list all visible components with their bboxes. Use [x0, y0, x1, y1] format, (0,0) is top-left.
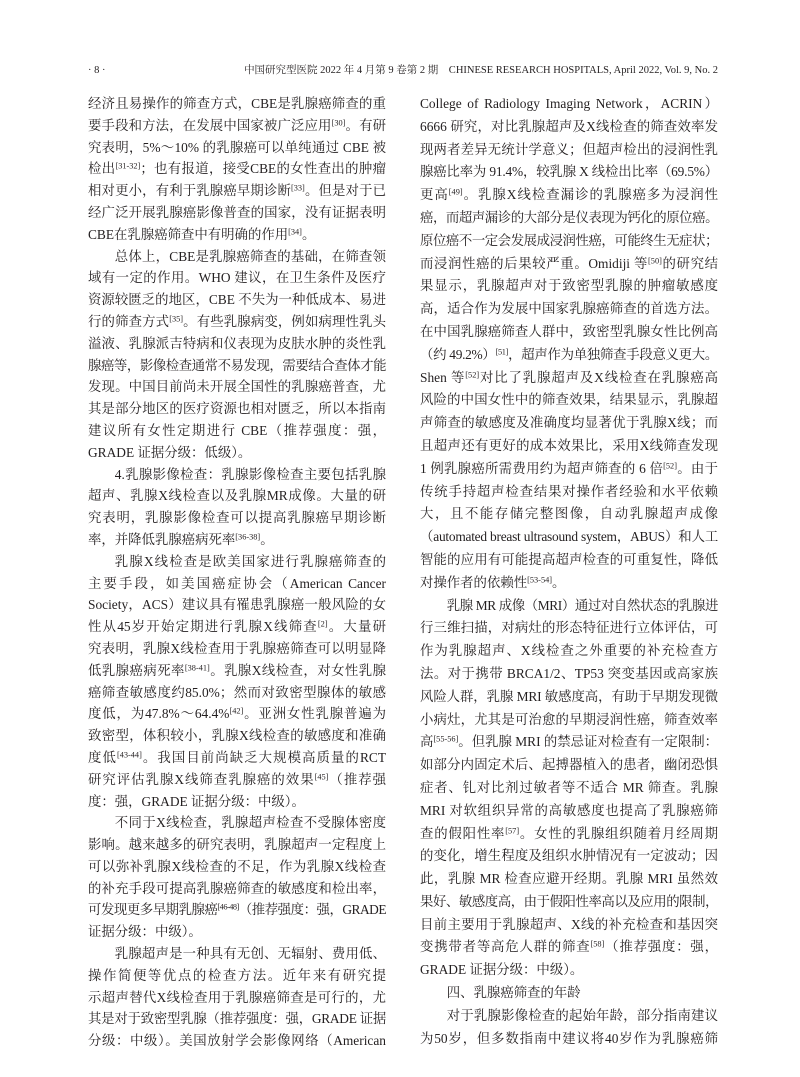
- paragraph: [88, 943, 386, 1052]
- text-line: 原位癌不一定会发展成浸润性癌，可能终生无症状；: [420, 232, 718, 248]
- text-line: 果好、敏感度高，由于假阳性率高以及应用的限制，: [420, 893, 718, 909]
- text-line: GRADE 证据分级：低级）。: [88, 444, 252, 460]
- text-line: 可以弥补乳腺X线检查的不足，作为乳腺X线检查: [88, 858, 386, 874]
- text-line: 性从45岁开始定期进行乳腺X线筛查[2]。大量研: [88, 619, 386, 635]
- text-line: 6666 研究，对比乳腺超声及X线检查的筛查效率发: [420, 118, 718, 134]
- text-line: 其是部分地区的医疗资源也相对匮乏，所以本指南: [88, 401, 386, 417]
- text-line: 目前主要用于乳腺超声、X线的补充检查和基因突: [420, 916, 718, 932]
- text-line: 低乳腺癌病死率[38-41]。乳腺X线检查，对女性乳腺: [88, 662, 386, 678]
- text-line: 相对更小，有利于乳腺癌早期诊断[33]。但是对于已: [88, 183, 386, 199]
- text-line: 作为乳腺超声、X线检查之外重要的补充检查方: [420, 643, 718, 659]
- text-line: 示超声替代X线检查用于乳腺癌筛查是可行的，尤: [88, 989, 386, 1005]
- text-line: 超声、乳腺X线检查以及乳腺MR成像。大量的研: [88, 488, 386, 504]
- citation-ref: [42]: [229, 706, 244, 716]
- citation-ref: [43-44]: [116, 750, 142, 760]
- text-line: 如部分内固定术后、起搏器植入的患者，幽闭恐惧: [420, 757, 718, 773]
- text-line: （automated breast ultrasound system，ABUS）和人工: [420, 529, 718, 545]
- text-line: GRADE 证据分级：中级）。: [420, 962, 584, 978]
- text-line: MRI 对软组织异常的高敏感度也提高了乳腺癌筛: [420, 802, 718, 818]
- section-heading: 四、乳腺癌筛查的年龄: [446, 985, 581, 1001]
- text-line: 要手段和方法，在发展中国家被广泛应用[30]。有研: [88, 117, 386, 133]
- text-line: 建议所有女性定期进行 CBE（推荐强度：强，: [88, 422, 386, 438]
- text-line: 大，且不能存储完整图像，自动乳腺超声成像: [420, 506, 718, 522]
- text-line: 资源较匮乏的地区，CBE 不失为一种低成本、易进: [88, 292, 386, 308]
- left-column: [88, 93, 386, 1052]
- citation-ref: [55-56]: [433, 734, 459, 744]
- text-line: 癌，而超声漏诊的大部分是仪表现为钙化的原位癌。: [420, 209, 718, 225]
- citation-ref: [50]: [648, 256, 662, 266]
- text-line: 证据分级：中级）。: [88, 924, 202, 940]
- text-line: 4.乳腺影像检查：乳腺影像检查主要包括乳腺: [114, 466, 386, 482]
- text-line: 变携带者等高危人群的筛查[58]（推荐强度：强，: [420, 939, 718, 955]
- text-line: 的变化，增生程度及组织水肿情况有一定波动；因: [420, 848, 718, 864]
- citation-ref: [53-54]: [527, 575, 553, 585]
- citation-ref: [52]: [663, 461, 677, 471]
- text-line: 操作简便等优点的检查方法。近年来有研究提: [88, 967, 386, 983]
- text-line: 腺癌等，影像检查通常不易发现，需要结合查体才能: [88, 357, 386, 373]
- text-line: College of Radiology Imaging Network，ACRIN）: [420, 96, 718, 111]
- citation-ref: [58]: [590, 939, 605, 949]
- text-line: 总体上，CBE是乳腺癌筛查的基础，在筛查领: [114, 248, 386, 264]
- text-line: 现两者差异无统计学意义；但超声检出的浸润性乳: [420, 141, 718, 157]
- text-line: 更高[49]。乳腺X线检查漏诊的乳腺癌多为浸润性: [420, 187, 718, 203]
- citation-ref: [46-48]: [217, 902, 239, 912]
- text-line: Society，ACS）建议具有罹患乳腺癌一般风险的女: [88, 597, 386, 613]
- text-line: 查的假阳性率[57]。女性的乳腺组织随着月经周期: [420, 825, 718, 841]
- citation-ref: [38-41]: [184, 663, 210, 673]
- text-line: 行三维扫描，对病灶的形态特征进行立体评估，可: [420, 620, 718, 636]
- text-line: 度低，为47.8%～64.4%[42]。亚洲女性乳腺普遍为: [88, 706, 386, 722]
- paragraph: [420, 595, 718, 983]
- text-line: 致密型，体积较小，乳腺X线检查的敏感度和准确: [88, 728, 386, 744]
- text-line: 的补充手段可提高乳腺癌筛查的敏感度和检出率，: [88, 880, 386, 896]
- text-line: 症者、钆对比剂过敏者等不适合 MR 筛查。乳腺: [420, 779, 718, 795]
- text-line: 分级：中级）。美国放射学会影像网络（American: [88, 1033, 386, 1049]
- paragraph: [420, 1005, 718, 1051]
- text-line: （约 49.2%）[51]，超声作为单独筛查手段意义更大。: [420, 346, 718, 362]
- text-line: 高[55-56]。但乳腺 MRI 的禁忌证对检查有一定限制：: [420, 734, 718, 750]
- citation-ref: [31-32]: [115, 161, 141, 171]
- paragraph: [88, 464, 386, 551]
- paragraph: [88, 551, 386, 813]
- right-column: [420, 93, 718, 1050]
- text-line: 乳腺 MR 成像（MRI）通过对自然状态的乳腺进: [446, 597, 718, 613]
- text-line: 不同于X线检查，乳腺超声检查不受腺体密度: [114, 815, 386, 831]
- text-line: 风险人群，乳腺 MRI 敏感度高，有助于早期发现微: [420, 688, 718, 704]
- citation-ref: [49]: [448, 187, 463, 197]
- text-line: 检出[31-32]；也有报道，接受CBE的女性查出的肿瘤: [88, 161, 386, 177]
- text-line: 且超声还有更好的成本效果比，采用X线筛查发现: [420, 437, 718, 453]
- text-line: 溢液、乳腺派吉特病和仪表现为皮肤水肿的炎性乳: [88, 335, 386, 351]
- citation-ref: [51]: [495, 347, 509, 357]
- text-line: 率，并降低乳腺癌病死率[36-38]。: [88, 531, 274, 547]
- text-line: 此，乳腺 MR 检查应避开经期。乳腺 MRI 虽然效: [420, 871, 718, 887]
- text-line: 腺癌比率为 91.4%，较乳腺 X 线检出比率（69.5%）: [420, 164, 718, 180]
- text-line: 影响。越来越多的研究表明，乳腺超声一定程度上: [88, 837, 386, 853]
- paragraph: [88, 812, 386, 943]
- text-line: 究表明，乳腺X线检查用于乳腺癌筛查可以明显降: [88, 640, 386, 656]
- paragraph: [88, 246, 386, 464]
- text-line: 而浸润性癌的后果较严重。Omidiji 等[50]的研究结: [420, 255, 718, 271]
- citation-ref: [33]: [290, 183, 305, 193]
- text-line: 癌筛查敏感度约85.0%；然而对致密型腺体的敏感: [88, 684, 386, 700]
- paragraph: [88, 93, 386, 246]
- text-line: 在中国乳腺癌筛查人群中，致密型乳腺女性比例高: [420, 323, 718, 339]
- text-line: 主要手段，如美国癌症协会（American Cancer: [88, 575, 386, 591]
- paragraph: [420, 93, 718, 595]
- text-line: 传统手持超声检查结果对操作者经验和水平依赖: [420, 483, 718, 499]
- text-line: 域有一定的作用。WHO 建议，在卫生条件及医疗: [88, 270, 386, 286]
- text-line: 高，适合作为发展中国家乳腺癌筛查的首选方法。: [420, 301, 718, 317]
- text-line: 行的筛查方式[35]。有些乳腺病变，例如病理性乳头: [88, 313, 386, 329]
- citation-ref: [36-38]: [235, 532, 261, 542]
- text-line: 究表明，乳腺影像检查可以提高乳腺癌早期诊断: [88, 510, 386, 526]
- page-number: · 8 ·: [88, 65, 106, 76]
- text-line: 智能的应用有可能提高超声检查的可重复性，降低: [420, 551, 718, 567]
- text-line: CBE在乳腺癌筛查中有明确的作用[34]。: [88, 226, 316, 242]
- citation-ref: [57]: [505, 825, 520, 835]
- text-line: 经济且易操作的筛查方式，CBE是乳腺癌筛查的重: [88, 96, 386, 111]
- text-line: 乳腺X线检查是欧美国家进行乳腺癌筛查的: [114, 553, 386, 569]
- text-line: 研究评估乳腺X线筛查乳腺癌的效果[45]（推荐强: [88, 771, 386, 787]
- citation-ref: [35]: [169, 314, 184, 324]
- citation-ref: [34]: [288, 227, 302, 237]
- text-line: 声筛查的敏感度及准确度均显著优于乳腺X线；而: [420, 415, 718, 431]
- citation-ref: [2]: [317, 619, 328, 629]
- text-line: 乳腺超声是一种具有无创、无辐射、费用低、: [114, 946, 386, 962]
- text-line: 风险的中国女性中的筛查效果，结果显示，乳腺超: [420, 392, 718, 408]
- text-line: 为50岁，但多数指南中建议将40岁作为乳腺癌筛: [420, 1030, 718, 1046]
- text-line: 可发现更多早期乳腺癌[46-48]（推荐强度：强，GRADE: [88, 902, 386, 918]
- text-line: 究表明，5%～10% 的乳腺癌可以单纯通过 CBE 被: [88, 139, 386, 155]
- text-line: 小病灶，尤其是可治愈的早期浸润性癌，筛查效率: [420, 711, 718, 727]
- citation-ref: [30]: [331, 118, 346, 128]
- text-line: 法。对于携带 BRCA1/2、TP53 突变基因或高家族: [420, 665, 718, 681]
- text-line: 其是对于致密型乳腺（推荐强度：强，GRADE 证据: [88, 1011, 386, 1027]
- text-line: 经广泛开展乳腺癌影像普查的国家，没有证据表明: [88, 204, 386, 220]
- text-line: 对于乳腺影像检查的起始年龄，部分指南建议: [446, 1007, 718, 1023]
- text-line: 对操作者的依赖性[53-54]。: [420, 574, 566, 590]
- text-line: 度低[43-44]。我国目前尚缺乏大规模高质量的RCT: [88, 749, 386, 765]
- text-line: 度：强，GRADE 证据分级：中级）。: [88, 793, 305, 809]
- text-line: 1 例乳腺癌所需费用约为超声筛查的 6 倍[52]。由于: [420, 460, 718, 476]
- running-header: 中国研究型医院 2022 年 4 月第 9 卷第 2 期 CHINESE RESEARCH HOSPITALS, April 2022, Vol. 9, No. 2: [244, 65, 718, 76]
- citation-ref: [52]: [465, 370, 480, 379]
- citation-ref: [45]: [314, 772, 329, 782]
- text-line: Shen 等[52]对比了乳腺超声及X线检查在乳腺癌高: [420, 369, 718, 385]
- text-line: 果显示，乳腺超声对于致密型乳腺的肿瘤敏感度: [420, 278, 718, 294]
- text-line: 发现。中国目前尚未开展全国性的乳腺癌普查，尤: [88, 379, 386, 395]
